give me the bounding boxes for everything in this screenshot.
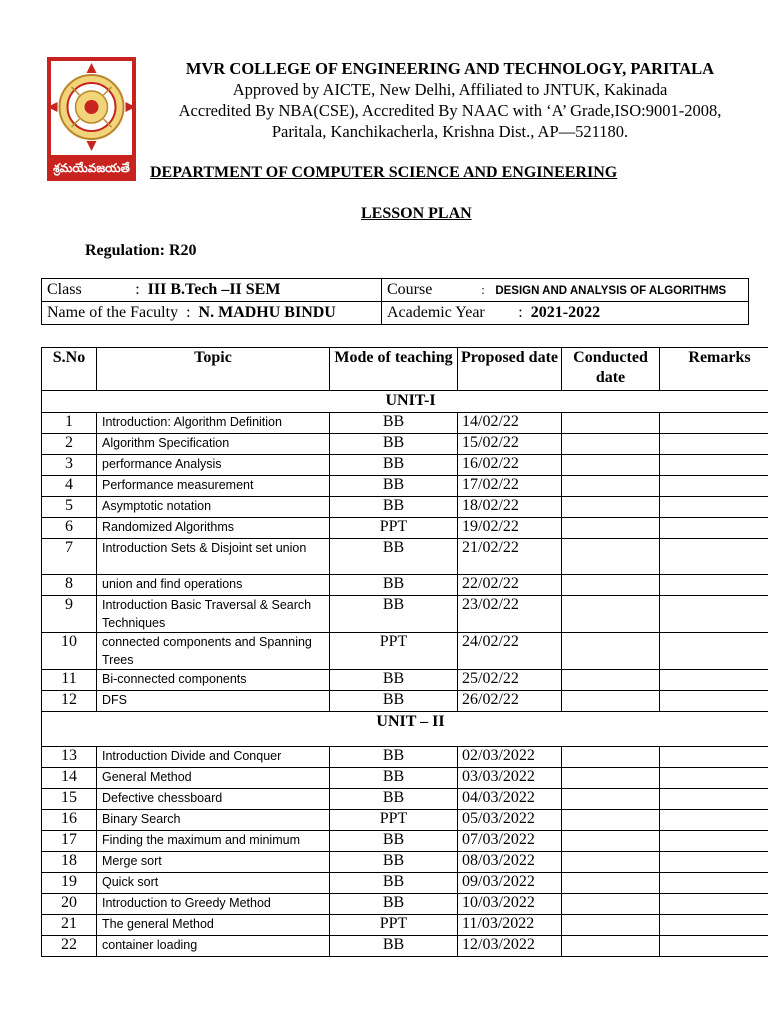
logo-motto: శ్రమయేవజయతే — [53, 161, 130, 175]
sno-cell: 9 — [42, 596, 97, 633]
remarks-cell — [660, 539, 768, 575]
table-row — [42, 894, 768, 915]
topic-cell: Binary Search — [97, 810, 330, 831]
col-mode: Mode of teaching — [330, 348, 458, 391]
mode-cell: BB — [330, 789, 458, 810]
proposed-date-cell: 16/02/22 — [458, 455, 562, 476]
sno-cell: 4 — [42, 476, 97, 497]
proposed-date-cell: 24/02/22 — [458, 633, 562, 670]
topic-cell: Asymptotic notation — [97, 497, 330, 518]
mode-cell: BB — [330, 873, 458, 894]
conducted-date-cell — [562, 434, 660, 455]
table-row — [42, 936, 768, 957]
sno-cell: 19 — [42, 873, 97, 894]
mode-cell: BB — [330, 670, 458, 691]
mode-cell: PPT — [330, 518, 458, 539]
remarks-cell — [660, 831, 768, 852]
course-label: Course — [387, 281, 433, 298]
mode-cell: PPT — [330, 915, 458, 936]
proposed-date-cell: 12/03/2022 — [458, 936, 562, 957]
sno-cell: 14 — [42, 768, 97, 789]
table-row — [42, 413, 768, 434]
mode-cell: BB — [330, 691, 458, 712]
mode-cell: BB — [330, 596, 458, 633]
table-row — [42, 575, 768, 596]
remarks-cell — [660, 747, 768, 768]
sno-cell: 17 — [42, 831, 97, 852]
table-row — [42, 747, 768, 768]
proposed-date-cell: 26/02/22 — [458, 691, 562, 712]
proposed-date-cell: 21/02/22 — [458, 539, 562, 575]
topic-cell: Performance measurement — [97, 476, 330, 497]
conducted-date-cell — [562, 768, 660, 789]
table-row — [42, 539, 768, 575]
sno-cell: 22 — [42, 936, 97, 957]
col-sno: S.No — [42, 348, 97, 391]
proposed-date-cell: 04/03/2022 — [458, 789, 562, 810]
table-row — [42, 497, 768, 518]
conducted-date-cell — [562, 915, 660, 936]
mode-cell: BB — [330, 476, 458, 497]
college-name: MVR COLLEGE OF ENGINEERING AND TECHNOLOGY, PARITALA — [185, 59, 715, 78]
conducted-date-cell — [562, 691, 660, 712]
regulation: Regulation: R20 — [85, 242, 197, 259]
conducted-date-cell — [562, 670, 660, 691]
sno-cell: 18 — [42, 852, 97, 873]
academic-year-label: Academic Year — [387, 304, 485, 321]
topic-cell: Algorithm Specification — [97, 434, 330, 455]
table-row — [42, 789, 768, 810]
class-label: Class — [47, 281, 82, 298]
mode-cell: BB — [330, 455, 458, 476]
proposed-date-cell: 11/03/2022 — [458, 915, 562, 936]
separator: : — [481, 282, 492, 297]
topic-cell: connected components and Spanning Trees — [97, 633, 330, 670]
topic-cell: Introduction: Algorithm Definition — [97, 413, 330, 434]
proposed-date-cell: 02/03/2022 — [458, 747, 562, 768]
remarks-cell — [660, 789, 768, 810]
remarks-cell — [660, 518, 768, 539]
sno-cell: 21 — [42, 915, 97, 936]
conducted-date-cell — [562, 476, 660, 497]
course-cell — [382, 279, 749, 302]
mode-cell: PPT — [330, 810, 458, 831]
col-conducted: Conducted date — [562, 348, 660, 391]
mode-cell: BB — [330, 852, 458, 873]
col-proposed: Proposed date — [458, 348, 562, 391]
remarks-cell — [660, 810, 768, 831]
sno-cell: 11 — [42, 670, 97, 691]
mode-cell: BB — [330, 434, 458, 455]
address-line: Paritala, Kanchikacherla, Krishna Dist., AP—521180. — [271, 122, 629, 141]
mode-cell: BB — [330, 413, 458, 434]
proposed-date-cell: 07/03/2022 — [458, 831, 562, 852]
topic-cell: Bi-connected components — [97, 670, 330, 691]
table-row — [42, 434, 768, 455]
sno-cell: 7 — [42, 539, 97, 575]
conducted-date-cell — [562, 747, 660, 768]
remarks-cell — [660, 873, 768, 894]
sno-cell: 1 — [42, 413, 97, 434]
conducted-date-cell — [562, 789, 660, 810]
table-row — [42, 670, 768, 691]
conducted-date-cell — [562, 413, 660, 434]
topic-cell: Defective chessboard — [97, 789, 330, 810]
proposed-date-cell: 03/03/2022 — [458, 768, 562, 789]
mode-cell: BB — [330, 768, 458, 789]
academic-year-cell — [382, 302, 749, 325]
table-row — [42, 768, 768, 789]
topic-cell: The general Method — [97, 915, 330, 936]
mode-cell: BB — [330, 894, 458, 915]
table-row — [42, 691, 768, 712]
document-title: LESSON PLAN — [361, 205, 472, 222]
sno-cell: 6 — [42, 518, 97, 539]
topic-cell: DFS — [97, 691, 330, 712]
table-row — [42, 596, 768, 633]
remarks-cell — [660, 413, 768, 434]
mode-cell: BB — [330, 497, 458, 518]
remarks-cell — [660, 894, 768, 915]
topic-cell: Randomized Algorithms — [97, 518, 330, 539]
separator: : — [518, 304, 527, 321]
remarks-cell — [660, 852, 768, 873]
sno-cell: 3 — [42, 455, 97, 476]
table-row — [42, 810, 768, 831]
remarks-cell — [660, 768, 768, 789]
department-title: DEPARTMENT OF COMPUTER SCIENCE AND ENGINEERING — [150, 164, 618, 181]
conducted-date-cell — [562, 831, 660, 852]
table-row — [42, 455, 768, 476]
sno-cell: 20 — [42, 894, 97, 915]
mode-cell: BB — [330, 831, 458, 852]
conducted-date-cell — [562, 596, 660, 633]
sno-cell: 5 — [42, 497, 97, 518]
topic-cell: Introduction Divide and Conquer — [97, 747, 330, 768]
proposed-date-cell: 09/03/2022 — [458, 873, 562, 894]
table-row — [42, 852, 768, 873]
unit-row — [42, 712, 768, 747]
conducted-date-cell — [562, 873, 660, 894]
table-row — [42, 633, 768, 670]
remarks-cell — [660, 575, 768, 596]
remarks-cell — [660, 434, 768, 455]
sno-cell: 16 — [42, 810, 97, 831]
col-topic: Topic — [97, 348, 330, 391]
unit-heading: UNIT-I — [42, 391, 768, 413]
table-row — [42, 831, 768, 852]
topic-cell: container loading — [97, 936, 330, 957]
topic-cell: Introduction Basic Traversal & Search Techniques — [97, 596, 330, 633]
conducted-date-cell — [562, 936, 660, 957]
proposed-date-cell: 23/02/22 — [458, 596, 562, 633]
proposed-date-cell: 18/02/22 — [458, 497, 562, 518]
proposed-date-cell: 22/02/22 — [458, 575, 562, 596]
sno-cell: 8 — [42, 575, 97, 596]
table-row — [42, 915, 768, 936]
class-value: III B.Tech –II SEM — [147, 281, 281, 298]
col-remarks: Remarks — [660, 348, 768, 391]
proposed-date-cell: 14/02/22 — [458, 413, 562, 434]
topic-cell: Quick sort — [97, 873, 330, 894]
topic-cell: performance Analysis — [97, 455, 330, 476]
unit-heading: UNIT – II — [42, 712, 768, 747]
proposed-date-cell: 05/03/2022 — [458, 810, 562, 831]
table-row — [42, 518, 768, 539]
mode-cell: BB — [330, 936, 458, 957]
conducted-date-cell — [562, 810, 660, 831]
approval-line: Approved by AICTE, New Delhi, Affiliated to JNTUK, Kakinada — [232, 80, 668, 99]
sno-cell: 10 — [42, 633, 97, 670]
accreditation-line: Accredited By NBA(CSE), Accredited By NAAC with ‘A’ Grade,ISO:9001-2008, — [178, 101, 722, 120]
academic-year-value: 2021-2022 — [530, 304, 601, 321]
sno-cell: 15 — [42, 789, 97, 810]
mode-cell: PPT — [330, 633, 458, 670]
topic-cell: Finding the maximum and minimum — [97, 831, 330, 852]
table-header-row — [42, 348, 768, 391]
remarks-cell — [660, 476, 768, 497]
conducted-date-cell — [562, 518, 660, 539]
remarks-cell — [660, 691, 768, 712]
remarks-cell — [660, 915, 768, 936]
unit-row — [42, 391, 768, 413]
remarks-cell — [660, 936, 768, 957]
college-logo — [47, 57, 136, 181]
faculty-value: N. MADHU BINDU — [198, 304, 336, 321]
conducted-date-cell — [562, 633, 660, 670]
remarks-cell — [660, 596, 768, 633]
faculty-label: Name of the Faculty — [47, 304, 179, 321]
topic-cell: Merge sort — [97, 852, 330, 873]
proposed-date-cell: 15/02/22 — [458, 434, 562, 455]
faculty-cell — [42, 302, 382, 325]
separator: : — [182, 304, 195, 321]
conducted-date-cell — [562, 455, 660, 476]
remarks-cell — [660, 455, 768, 476]
lesson-plan-table — [41, 347, 768, 957]
proposed-date-cell: 25/02/22 — [458, 670, 562, 691]
topic-cell: General Method — [97, 768, 330, 789]
mode-cell: BB — [330, 575, 458, 596]
course-value: DESIGN AND ANALYSIS OF ALGORITHMS — [495, 285, 727, 297]
conducted-date-cell — [562, 894, 660, 915]
conducted-date-cell — [562, 539, 660, 575]
separator: : — [135, 281, 144, 298]
proposed-date-cell: 08/03/2022 — [458, 852, 562, 873]
proposed-date-cell: 17/02/22 — [458, 476, 562, 497]
course-info-table — [41, 278, 749, 325]
class-cell — [42, 279, 382, 302]
proposed-date-cell: 10/03/2022 — [458, 894, 562, 915]
remarks-cell — [660, 670, 768, 691]
conducted-date-cell — [562, 575, 660, 596]
table-row — [42, 873, 768, 894]
conducted-date-cell — [562, 852, 660, 873]
topic-cell: Introduction to Greedy Method — [97, 894, 330, 915]
mode-cell: BB — [330, 747, 458, 768]
table-row — [42, 476, 768, 497]
sno-cell: 13 — [42, 747, 97, 768]
conducted-date-cell — [562, 497, 660, 518]
remarks-cell — [660, 633, 768, 670]
proposed-date-cell: 19/02/22 — [458, 518, 562, 539]
mode-cell: BB — [330, 539, 458, 575]
remarks-cell — [660, 497, 768, 518]
topic-cell: union and find operations — [97, 575, 330, 596]
topic-cell: Introduction Sets & Disjoint set union — [97, 539, 330, 575]
sno-cell: 12 — [42, 691, 97, 712]
sno-cell: 2 — [42, 434, 97, 455]
